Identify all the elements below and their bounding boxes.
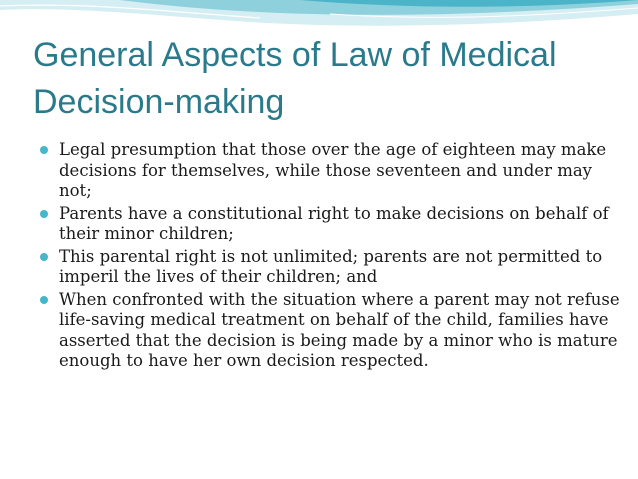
bullet-text: Legal presumption that those over the age of eighteen may make decisions for themselves, while those seventeen and under may not; (59, 140, 607, 200)
bullet-list (40, 140, 625, 374)
bullet-icon (40, 296, 48, 304)
list-item (40, 140, 625, 202)
bullet-icon (40, 210, 48, 218)
bullet-text: Parents have a constitutional right to make decisions on behalf of their minor children; (59, 203, 609, 243)
list-item (40, 247, 625, 288)
list-item (40, 204, 625, 245)
bullet-icon (40, 253, 48, 261)
list-item (40, 290, 625, 372)
bullet-text: When confronted with the situation where a parent may not refuse life-saving medical treatment on behalf of the child, families have asserted that the decision is being made by a minor who is mature enough to have her own decision respected. (59, 289, 620, 370)
bullet-text: This parental right is not unlimited; parents are not permitted to imperil the lives of their children; and (59, 246, 603, 286)
slide-title: General Aspects of Law of Medical Decision-making (33, 36, 557, 121)
bullet-icon (40, 146, 48, 154)
